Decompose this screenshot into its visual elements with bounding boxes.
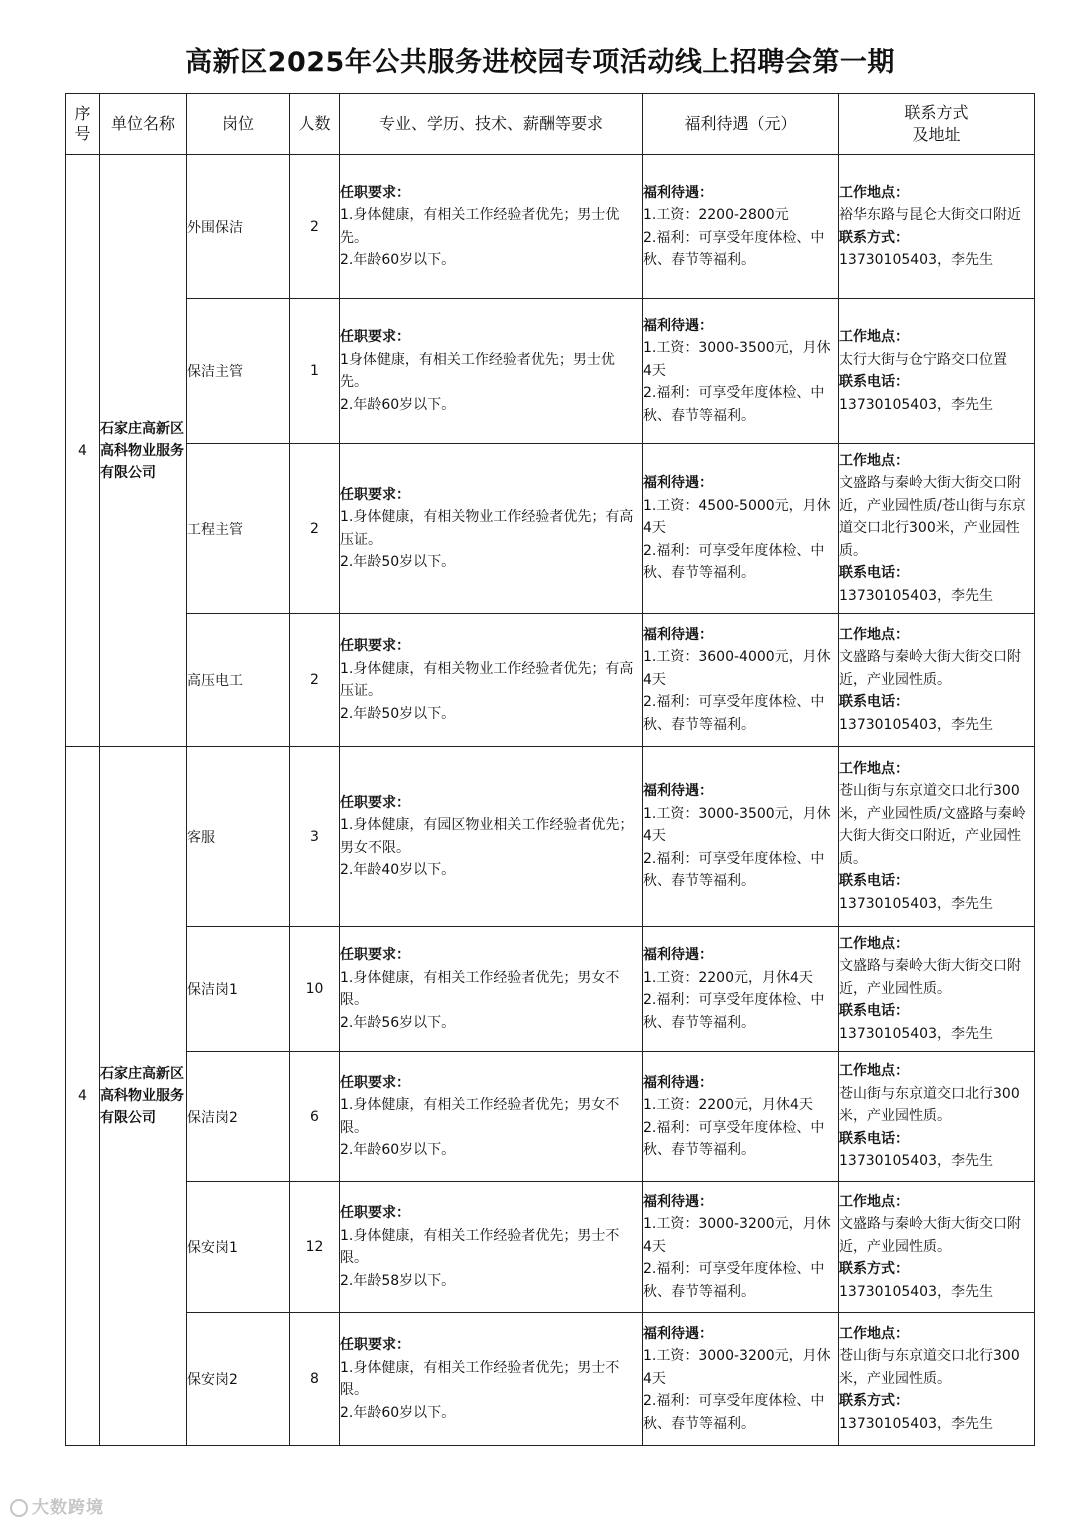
requirement-line: 2.年龄50岁以下。 [340, 705, 456, 722]
phone-label: 联系电话： [839, 1130, 909, 1147]
welfare-line: 2.福利：可享受年度体检、中秋、春节等福利。 [643, 1393, 825, 1432]
work-address: 文盛路与秦岭大街大街交口附近，产业园性质/苍山街与东京道交口北行300米，产业园性质。 [839, 475, 1026, 559]
requirements-label: 任职要求： [340, 1337, 410, 1353]
position-name: 保洁岗2 [187, 1052, 290, 1182]
headcount: 2 [290, 155, 340, 299]
welfare-line: 1.工资：2200元，月休4天 [643, 969, 813, 986]
address-label: 工作地点： [839, 329, 909, 345]
contact-cell [839, 299, 1035, 444]
header-company: 单位名称 [100, 94, 187, 155]
phone-label: 联系方式： [839, 229, 909, 246]
contact-cell [839, 1313, 1035, 1446]
table-row [66, 1313, 1035, 1446]
requirement-line: 2.年龄60岁以下。 [340, 396, 456, 413]
contact-cell [839, 155, 1035, 299]
page-title: 高新区2025年公共服务进校园专项活动线上招聘会第一期 [185, 47, 895, 78]
welfare-label: 福利待遇： [643, 475, 713, 492]
requirement-line: 2.年龄60岁以下。 [340, 1142, 456, 1158]
requirement-line: 1.身体健康，有相关物业工作经验者优先；有高压证。 [340, 660, 634, 699]
welfare-line: 1.工资：2200-2800元 [643, 207, 789, 223]
job-table [65, 93, 1035, 1446]
requirements-label: 任职要求： [340, 329, 410, 345]
welfare-cell [643, 614, 839, 747]
work-address: 苍山街与东京道交口北行300米，产业园性质。 [839, 1085, 1020, 1125]
contact-cell [839, 927, 1035, 1052]
contact-phone: 13730105403，李先生 [839, 396, 993, 413]
address-label: 工作地点： [839, 1063, 909, 1080]
address-label: 工作地点： [839, 760, 909, 777]
address-label: 工作地点： [839, 452, 909, 469]
position-name: 保洁主管 [187, 299, 290, 444]
work-address: 文盛路与秦岭大街大街交口附近，产业园性质。 [839, 649, 1021, 688]
table-row [66, 747, 1035, 927]
welfare-line: 2.福利：可享受年度体检、中秋、春节等福利。 [643, 694, 825, 733]
welfare-label: 福利待遇： [643, 947, 713, 963]
requirement-line: 2.年龄58岁以下。 [340, 1272, 456, 1289]
phone-label: 联系电话： [839, 1003, 909, 1020]
contact-cell [839, 747, 1035, 927]
position-name: 高压电工 [187, 614, 290, 747]
welfare-label: 福利待遇： [643, 184, 713, 201]
headcount: 8 [290, 1313, 340, 1446]
address-label: 工作地点： [839, 935, 909, 952]
contact-phone: 13730105403，李先生 [839, 1415, 993, 1432]
welfare-label: 福利待遇： [643, 783, 713, 800]
welfare-line: 2.福利：可享受年度体检、中秋、春节等福利。 [643, 385, 825, 424]
phone-label: 联系电话： [839, 374, 909, 390]
table-row [66, 614, 1035, 747]
requirements-label: 任职要求： [340, 184, 410, 201]
requirement-line: 2.年龄60岁以下。 [340, 1404, 456, 1421]
requirement-line: 2.年龄50岁以下。 [340, 554, 456, 570]
address-label: 工作地点： [839, 1193, 909, 1210]
watermark: 大数跨境 [10, 1493, 104, 1518]
contact-cell [839, 1182, 1035, 1313]
header-contact: 联系方式 及地址 [839, 94, 1035, 155]
requirements-cell [340, 1052, 643, 1182]
requirements-label: 任职要求： [340, 486, 410, 503]
welfare-cell [643, 1182, 839, 1313]
phone-label: 联系电话： [839, 565, 909, 582]
welfare-line: 2.福利：可享受年度体检、中秋、春节等福利。 [643, 992, 825, 1031]
requirement-line: 2.年龄56岁以下。 [340, 1014, 456, 1031]
welfare-label: 福利待遇： [643, 317, 713, 334]
welfare-line: 1.工资：4500-5000元，月休4天 [643, 497, 831, 537]
welfare-line: 2.福利：可享受年度体检、中秋、春节等福利。 [643, 229, 825, 268]
table-row [66, 444, 1035, 614]
headcount: 2 [290, 444, 340, 614]
welfare-label: 福利待遇： [643, 626, 713, 643]
work-address: 苍山街与东京道交口北行300米，产业园性质/文盛路与秦岭大街大街交口附近，产业园性质。 [839, 783, 1026, 867]
welfare-cell [643, 155, 839, 299]
requirements-cell [340, 1182, 643, 1313]
welfare-line: 1.工资：2200元，月休4天 [643, 1097, 813, 1113]
welfare-cell [643, 299, 839, 444]
contact-phone: 13730105403，李先生 [839, 895, 993, 912]
contact-phone: 13730105403，李先生 [839, 1283, 993, 1300]
contact-cell [839, 1052, 1035, 1182]
requirements-cell [340, 299, 643, 444]
contact-phone: 13730105403，李先生 [839, 252, 993, 268]
welfare-line: 1.工资：3000-3200元，月休4天 [643, 1348, 831, 1387]
welfare-cell [643, 444, 839, 614]
welfare-cell [643, 747, 839, 927]
address-label: 工作地点： [839, 1325, 909, 1342]
work-address: 苍山街与东京道交口北行300米，产业园性质。 [839, 1348, 1020, 1387]
seq-cell: 4 [66, 155, 100, 747]
requirement-line: 1.身体健康，有相关工作经验者优先；男士不限。 [340, 1359, 620, 1398]
contact-phone: 13730105403，李先生 [839, 1025, 993, 1042]
work-address: 裕华东路与昆仑大街交口附近 [839, 207, 1021, 223]
company-name: 石家庄高新区高科物业服务有限公司 [100, 747, 187, 1446]
requirements-cell [340, 1313, 643, 1446]
contact-phone: 13730105403，李先生 [839, 716, 993, 733]
requirements-label: 任职要求： [340, 947, 410, 963]
contact-phone: 13730105403，李先生 [839, 587, 993, 604]
phone-label: 联系电话： [839, 694, 909, 711]
requirements-label: 任职要求： [340, 1074, 410, 1091]
requirement-line: 2.年龄40岁以下。 [340, 862, 456, 878]
header-count: 人数 [290, 94, 340, 155]
requirement-line: 1.身体健康，有园区物业相关工作经验者优先；男女不限。 [340, 817, 634, 856]
address-label: 工作地点： [839, 184, 909, 201]
phone-label: 联系电话： [839, 873, 909, 890]
welfare-line: 1.工资：3000-3500元，月休4天 [643, 805, 831, 845]
requirement-line: 1.身体健康，有相关物业工作经验者优先；有高压证。 [340, 509, 634, 548]
requirements-cell [340, 155, 643, 299]
requirements-cell [340, 747, 643, 927]
welfare-cell [643, 1313, 839, 1446]
headcount: 2 [290, 614, 340, 747]
phone-label: 联系方式： [839, 1393, 909, 1410]
headcount: 12 [290, 1182, 340, 1313]
work-address: 文盛路与秦岭大街大街交口附近，产业园性质。 [839, 1216, 1021, 1255]
welfare-line: 2.福利：可享受年度体检、中秋、春节等福利。 [643, 1261, 825, 1300]
table-row [66, 927, 1035, 1052]
requirements-label: 任职要求： [340, 1205, 410, 1221]
welfare-line: 2.福利：可享受年度体检、中秋、春节等福利。 [643, 542, 825, 582]
job-table-body [66, 155, 1035, 1446]
headcount: 3 [290, 747, 340, 927]
welfare-line: 2.福利：可享受年度体检、中秋、春节等福利。 [643, 1119, 825, 1158]
work-address: 太行大街与仓宁路交口位置 [839, 351, 1007, 368]
requirement-line: 1.身体健康，有相关工作经验者优先；男女不限。 [340, 1097, 620, 1136]
welfare-line: 1.工资：3000-3500元，月休4天 [643, 340, 831, 379]
seq-cell: 4 [66, 747, 100, 1446]
welfare-label: 福利待遇： [643, 1074, 713, 1091]
requirements-label: 任职要求： [340, 638, 410, 654]
header-seq: 序号 [66, 94, 100, 155]
phone-label: 联系方式： [839, 1261, 909, 1278]
address-label: 工作地点： [839, 626, 909, 643]
welfare-label: 福利待遇： [643, 1193, 713, 1210]
welfare-line: 1.工资：3600-4000元，月休4天 [643, 649, 831, 688]
welfare-line: 2.福利：可享受年度体检、中秋、春节等福利。 [643, 850, 825, 890]
requirement-line: 1.身体健康，有相关工作经验者优先；男士优先。 [340, 207, 620, 246]
welfare-line: 1.工资：3000-3200元，月休4天 [643, 1216, 831, 1255]
table-row [66, 299, 1035, 444]
welfare-cell [643, 1052, 839, 1182]
header-requirements: 专业、学历、技术、薪酬等要求 [340, 94, 643, 155]
requirements-cell [340, 444, 643, 614]
header-row [66, 94, 1035, 155]
requirements-cell [340, 614, 643, 747]
work-address: 文盛路与秦岭大街大街交口附近，产业园性质。 [839, 958, 1021, 997]
welfare-label: 福利待遇： [643, 1325, 713, 1342]
position-name: 外围保洁 [187, 155, 290, 299]
position-name: 保安岗1 [187, 1182, 290, 1313]
header-position: 岗位 [187, 94, 290, 155]
table-row [66, 1182, 1035, 1313]
watermark-logo-icon [10, 1499, 28, 1517]
table-row [66, 1052, 1035, 1182]
position-name: 保安岗2 [187, 1313, 290, 1446]
contact-phone: 13730105403，李先生 [839, 1153, 993, 1170]
headcount: 1 [290, 299, 340, 444]
requirements-label: 任职要求： [340, 794, 410, 811]
requirement-line: 2.年龄60岁以下。 [340, 252, 456, 268]
company-name: 石家庄高新区高科物业服务有限公司 [100, 155, 187, 747]
requirement-line: 1.身体健康，有相关工作经验者优先；男士不限。 [340, 1227, 620, 1266]
position-name: 工程主管 [187, 444, 290, 614]
table-row [66, 155, 1035, 299]
requirement-line: 1.身体健康，有相关工作经验者优先；男女不限。 [340, 969, 620, 1008]
headcount: 6 [290, 1052, 340, 1182]
requirements-cell [340, 927, 643, 1052]
headcount: 10 [290, 927, 340, 1052]
position-name: 客服 [187, 747, 290, 927]
contact-cell [839, 614, 1035, 747]
welfare-cell [643, 927, 839, 1052]
requirement-line: 1身体健康，有相关工作经验者优先；男士优先。 [340, 351, 615, 390]
contact-cell [839, 444, 1035, 614]
position-name: 保洁岗1 [187, 927, 290, 1052]
header-welfare: 福利待遇（元） [643, 94, 839, 155]
